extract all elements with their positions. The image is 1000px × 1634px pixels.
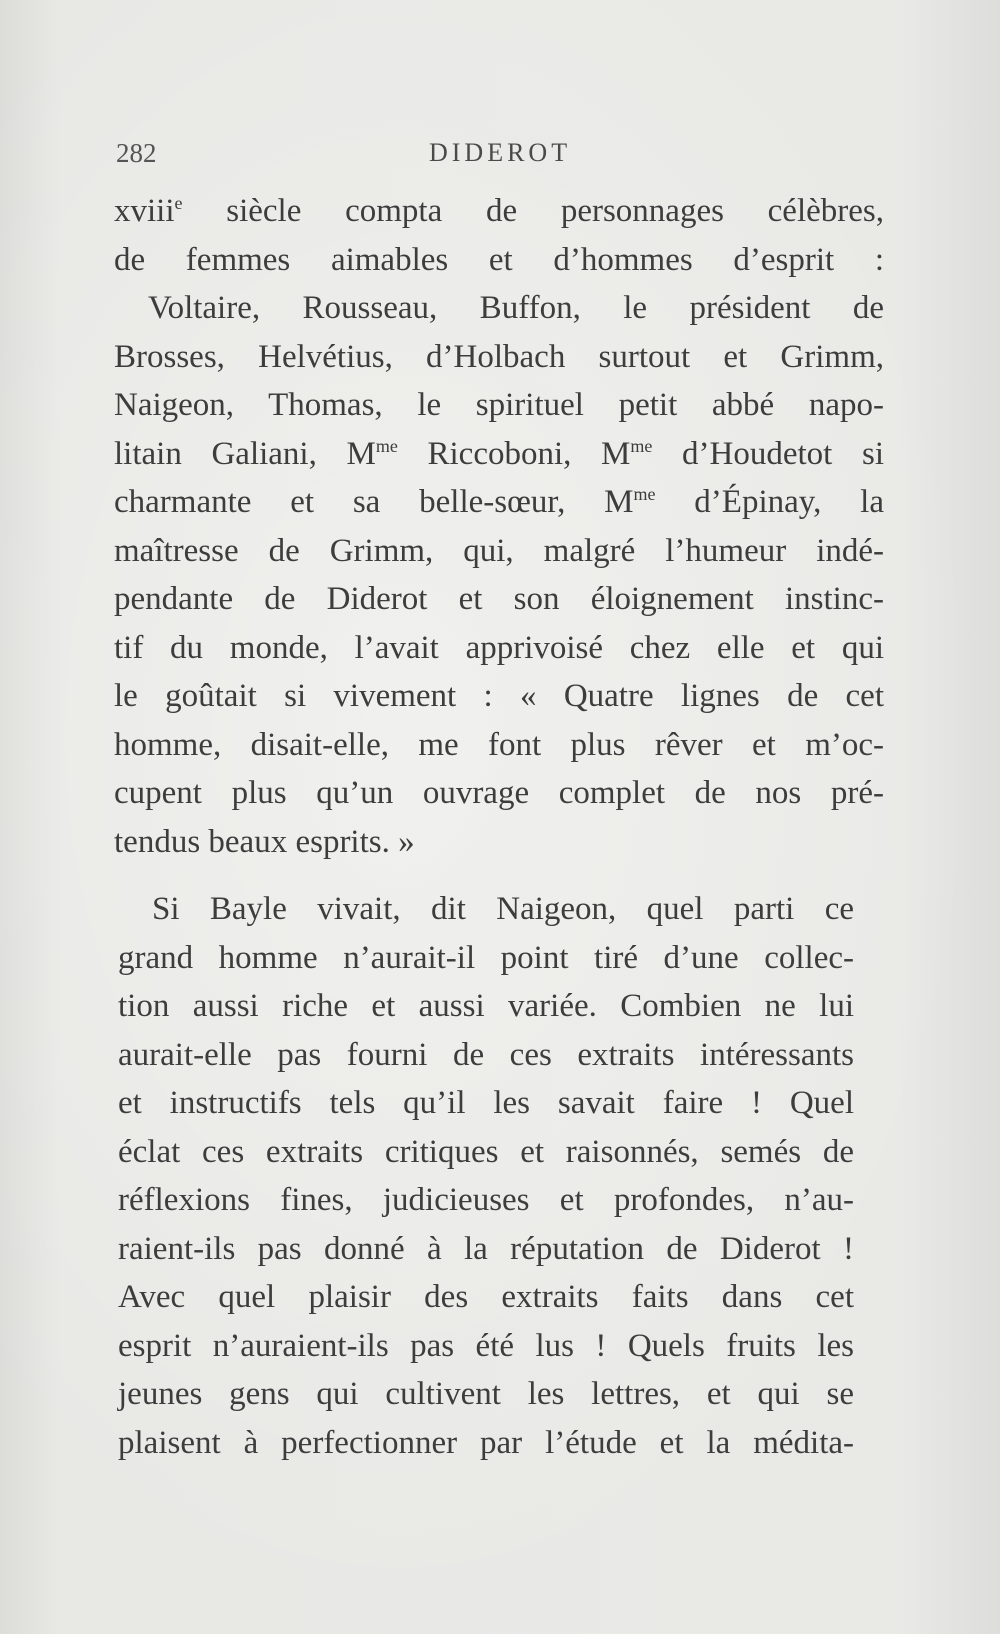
text-line: et instructifs tels qu’il les savait faire ! Quel	[118, 1085, 854, 1121]
text-line: maîtresse de Grimm, qui, malgré l’humeur indé-	[114, 532, 884, 569]
text-line: aurait-elle pas fourni de ces extraits intéressants	[118, 1036, 854, 1073]
text-line: Naigeon, Thomas, le spirituel petit abbé napo-	[114, 387, 884, 423]
text-line: tion aussi riche et aussi variée. Combien ne lui	[118, 988, 854, 1024]
text-line: éclat ces extraits critiques et raisonnés, semés de	[118, 1133, 854, 1170]
text-line: le goûtait si vivement : « Quatre lignes de cet	[114, 678, 884, 714]
text-line: tendus beaux esprits. »	[114, 823, 415, 860]
text-line: esprit n’auraient-ils pas été lus ! Quels fruits les	[118, 1327, 854, 1364]
running-head: DIDEROT	[429, 138, 572, 167]
text-line: réflexions fines, judicieuses et profondes, n’au-	[118, 1182, 854, 1218]
text-line: Si Bayle vivait, dit Naigeon, quel parti ce	[152, 891, 854, 927]
text-line: jeunes gens qui cultivent les lettres, et qui se	[118, 1376, 854, 1412]
text-line: Brosses, Helvétius, d’Holbach surtout et Grimm,	[114, 338, 884, 375]
text-line: de femmes aimables et d’hommes d’esprit :	[114, 241, 884, 278]
text-line: raient-ils pas donné à la réputation de Diderot !	[118, 1230, 854, 1267]
text-line: Avec quel plaisir des extraits faits dans cet	[118, 1279, 854, 1315]
text-line: grand homme n’aurait-il point tiré d’une collec-	[118, 939, 854, 976]
text-line: homme, disait-elle, me font plus rêver et m’oc-	[114, 726, 884, 763]
text-line: plaisent à perfectionner par l’étude et la médita-	[118, 1424, 854, 1461]
text-line: charmante et sa belle-sœur, $M^{me}$ d’Épinay, la	[114, 484, 884, 520]
text-line: cupent plus qu’un ouvrage complet de nos pré-	[114, 775, 884, 811]
page-header	[116, 138, 876, 174]
text-line: Voltaire, Rousseau, Buffon, le président de	[148, 290, 884, 326]
text-line: litain Galiani, $M^{me}$ Riccoboni, $M^{me}$ d’Houdetot si	[114, 435, 884, 472]
text-line: tif du monde, l’avait apprivoisé chez elle et qui	[114, 629, 884, 666]
page-number: 282	[116, 138, 157, 168]
text-line: pendante de Diderot et son éloignement instinc-	[114, 581, 884, 617]
text-line: xviii$^e$ siècle compta de personnages célèbres,	[114, 193, 884, 229]
paragraph-2	[118, 885, 854, 1467]
paragraph-1	[114, 187, 884, 866]
